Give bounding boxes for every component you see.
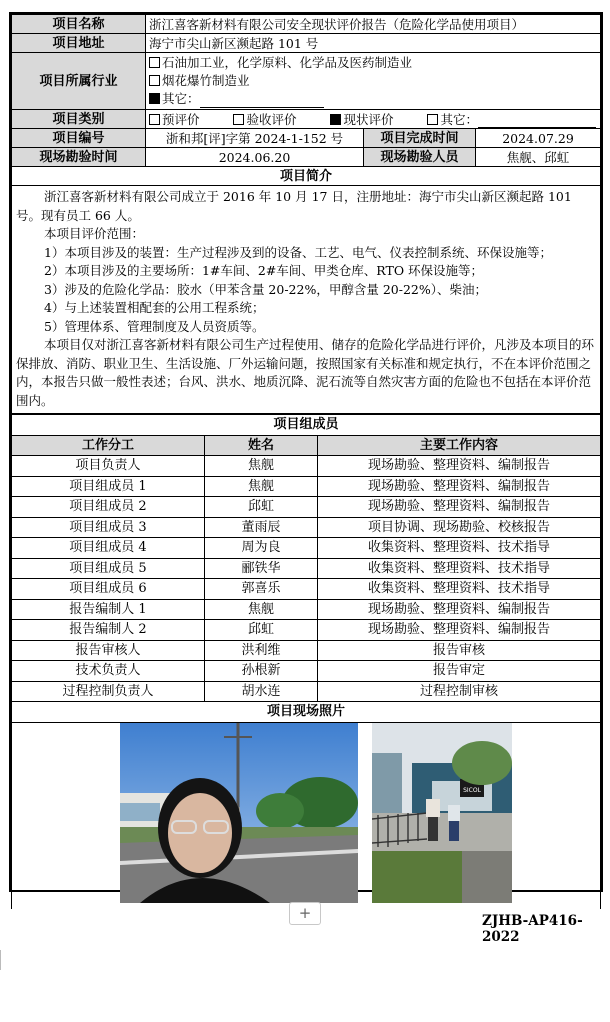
- member-name: 焦舰: [205, 476, 318, 497]
- photos-area: [12, 723, 600, 909]
- member-name: 邱虹: [205, 497, 318, 518]
- members-header-name: 姓名: [205, 435, 318, 456]
- page-edge-marker: [0, 950, 1, 970]
- member-duty: 报告审核: [318, 640, 601, 661]
- project-number-label: 项目编号: [12, 129, 146, 148]
- photos-cell: [12, 722, 601, 909]
- checkbox-icon: [233, 114, 244, 125]
- intro-content: [12, 186, 601, 414]
- category-option-current[interactable]: 现状评价: [330, 112, 393, 127]
- report-form: [9, 12, 603, 892]
- member-row: [12, 538, 601, 559]
- checkbox-icon: [149, 114, 160, 125]
- member-row: [12, 640, 601, 661]
- intro-paragraph: 2）本项目涉及的主要场所：1#车间、2#车间、甲类仓库、RTO 环保设施等；: [44, 263, 484, 278]
- survey-time-value: 2024.06.20: [146, 148, 364, 167]
- member-name: 洪利维: [205, 640, 318, 661]
- member-duty: 现场勘验、整理资料、编制报告: [318, 599, 601, 620]
- member-row: [12, 579, 601, 600]
- member-row: [12, 476, 601, 497]
- member-duty: 现场勘验、整理资料、编制报告: [318, 620, 601, 641]
- members-section-title: 项目组成员: [12, 415, 601, 436]
- survey-staff-label: 现场勘验人员: [364, 148, 476, 167]
- industry-option-petrochem[interactable]: 石油加工业，化学原料、化学品及医药制造业: [149, 54, 597, 72]
- member-row: [12, 497, 601, 518]
- member-role: 报告编制人 1: [12, 599, 205, 620]
- checkbox-icon: [427, 114, 438, 125]
- member-role: 项目组成员 4: [12, 538, 205, 559]
- member-row: [12, 661, 601, 682]
- checkbox-checked-icon: [149, 93, 160, 104]
- survey-staff-value: 焦舰、邱虹: [476, 148, 601, 167]
- member-role: 技术负责人: [12, 661, 205, 682]
- category-option-pre[interactable]: 预评价: [149, 112, 200, 127]
- member-name: 董雨辰: [205, 517, 318, 538]
- project-name-value: 浙江喜客新材料有限公司安全现状评价报告（危险化学品使用项目）: [146, 15, 601, 34]
- other-blank-line: [200, 93, 324, 108]
- sicol-sign-text: SICOL: [463, 786, 481, 794]
- checkbox-icon: [149, 57, 160, 68]
- member-role: 项目组成员 5: [12, 558, 205, 579]
- member-duty: 现场勘验、整理资料、编制报告: [318, 476, 601, 497]
- intro-paragraph: 本项目仅对浙江喜客新材料有限公司生产过程使用、储存的危险化学品进行评价，凡涉及本项目的环保排放、消防、职业卫生、生活设施、厂外运输问题，按照国家有关标准和规定执行，不在本评价范围之内，本报告只做一般性表述；台风、洪水、地质沉降、泥石流等自然灾害方面的危险也不包括在本评价范围内。: [16, 337, 595, 408]
- complete-time-value: 2024.07.29: [476, 129, 601, 148]
- intro-paragraph: 浙江喜客新材料有限公司成立于 2016 年 10 月 17 日，注册地址：海宁市尖山新区濒起路 101 号。现有员工 66 人。: [16, 189, 572, 223]
- member-name: 邱虹: [205, 620, 318, 641]
- intro-paragraph: 5）管理体系、管理制度及人员资质等。: [44, 318, 265, 334]
- intro-paragraph: 本项目评价范围：: [44, 226, 145, 241]
- industry-option-fireworks[interactable]: 烟花爆竹制造业: [149, 72, 597, 90]
- member-row: [12, 558, 601, 579]
- intro-paragraph: 1）本项目涉及的装置：生产过程涉及到的设备、工艺、电气、仪表控制系统、环保设施等；: [44, 244, 552, 260]
- member-name: 周为良: [205, 538, 318, 559]
- other-blank-line: [478, 113, 596, 128]
- intro-paragraph: 4）与上述装置相配套的公用工程系统；: [44, 300, 265, 315]
- member-row: [12, 599, 601, 620]
- industry-option-other[interactable]: 其它：: [149, 90, 597, 108]
- member-role: 项目组成员 3: [12, 517, 205, 538]
- intro-section-title: 项目简介: [12, 167, 601, 186]
- complete-time-label: 项目完成时间: [364, 129, 476, 148]
- checkbox-checked-icon: [330, 114, 341, 125]
- site-photo-gate: [372, 723, 512, 903]
- member-name: 焦舰: [205, 456, 318, 477]
- intro-paragraph: 3）涉及的危险化学品：胶水（甲苯含量 20-22%，甲醇含量 20-22%）、柴油；: [44, 281, 487, 297]
- project-category-options: [146, 110, 601, 129]
- category-option-other[interactable]: 其它：: [427, 112, 478, 127]
- member-role: 项目组成员 2: [12, 497, 205, 518]
- project-address-label: 项目地址: [12, 34, 146, 53]
- member-row: [12, 620, 601, 641]
- project-industry-options: [146, 53, 601, 110]
- project-name-label: 项目名称: [12, 15, 146, 34]
- site-photo-selfie: [120, 723, 358, 903]
- member-name: 郦铁华: [205, 558, 318, 579]
- member-row: [12, 681, 601, 702]
- member-duty: 现场勘验、整理资料、编制报告: [318, 456, 601, 477]
- project-category-label: 项目类别: [12, 110, 146, 129]
- member-role: 报告编制人 2: [12, 620, 205, 641]
- member-duty: 现场勘验、整理资料、编制报告: [318, 497, 601, 518]
- project-industry-label: 项目所属行业: [12, 53, 146, 110]
- project-number-value: 浙和邦[评]字第 2024-1-152 号: [146, 129, 364, 148]
- member-duty: 项目协调、现场勘验、校核报告: [318, 517, 601, 538]
- member-role: 项目负责人: [12, 456, 205, 477]
- members-header-role: 工作分工: [12, 435, 205, 456]
- member-duty: 过程控制审核: [318, 681, 601, 702]
- photos-section-title: 项目现场照片: [12, 702, 601, 723]
- member-role: 项目组成员 6: [12, 579, 205, 600]
- members-table: [11, 414, 601, 909]
- member-duty: 收集资料、整理资料、技术指导: [318, 538, 601, 559]
- member-row: [12, 456, 601, 477]
- survey-time-label: 现场勘验时间: [12, 148, 146, 167]
- member-role: 报告审核人: [12, 640, 205, 661]
- add-button[interactable]: +: [289, 902, 321, 925]
- project-info-table: [11, 14, 601, 414]
- members-header-duty: 主要工作内容: [318, 435, 601, 456]
- member-name: 胡水连: [205, 681, 318, 702]
- member-role: 过程控制负责人: [12, 681, 205, 702]
- member-name: 孙根新: [205, 661, 318, 682]
- category-option-acceptance[interactable]: 验收评价: [233, 112, 296, 127]
- member-row: [12, 517, 601, 538]
- checkbox-icon: [149, 75, 160, 86]
- member-duty: 报告审定: [318, 661, 601, 682]
- member-role: 项目组成员 1: [12, 476, 205, 497]
- member-name: 焦舰: [205, 599, 318, 620]
- project-address-value: 海宁市尖山新区濒起路 101 号: [146, 34, 601, 53]
- member-name: 郭喜乐: [205, 579, 318, 600]
- member-duty: 收集资料、整理资料、技术指导: [318, 558, 601, 579]
- member-duty: 收集资料、整理资料、技术指导: [318, 579, 601, 600]
- document-code: ZJHB-AP416-2022: [482, 913, 583, 945]
